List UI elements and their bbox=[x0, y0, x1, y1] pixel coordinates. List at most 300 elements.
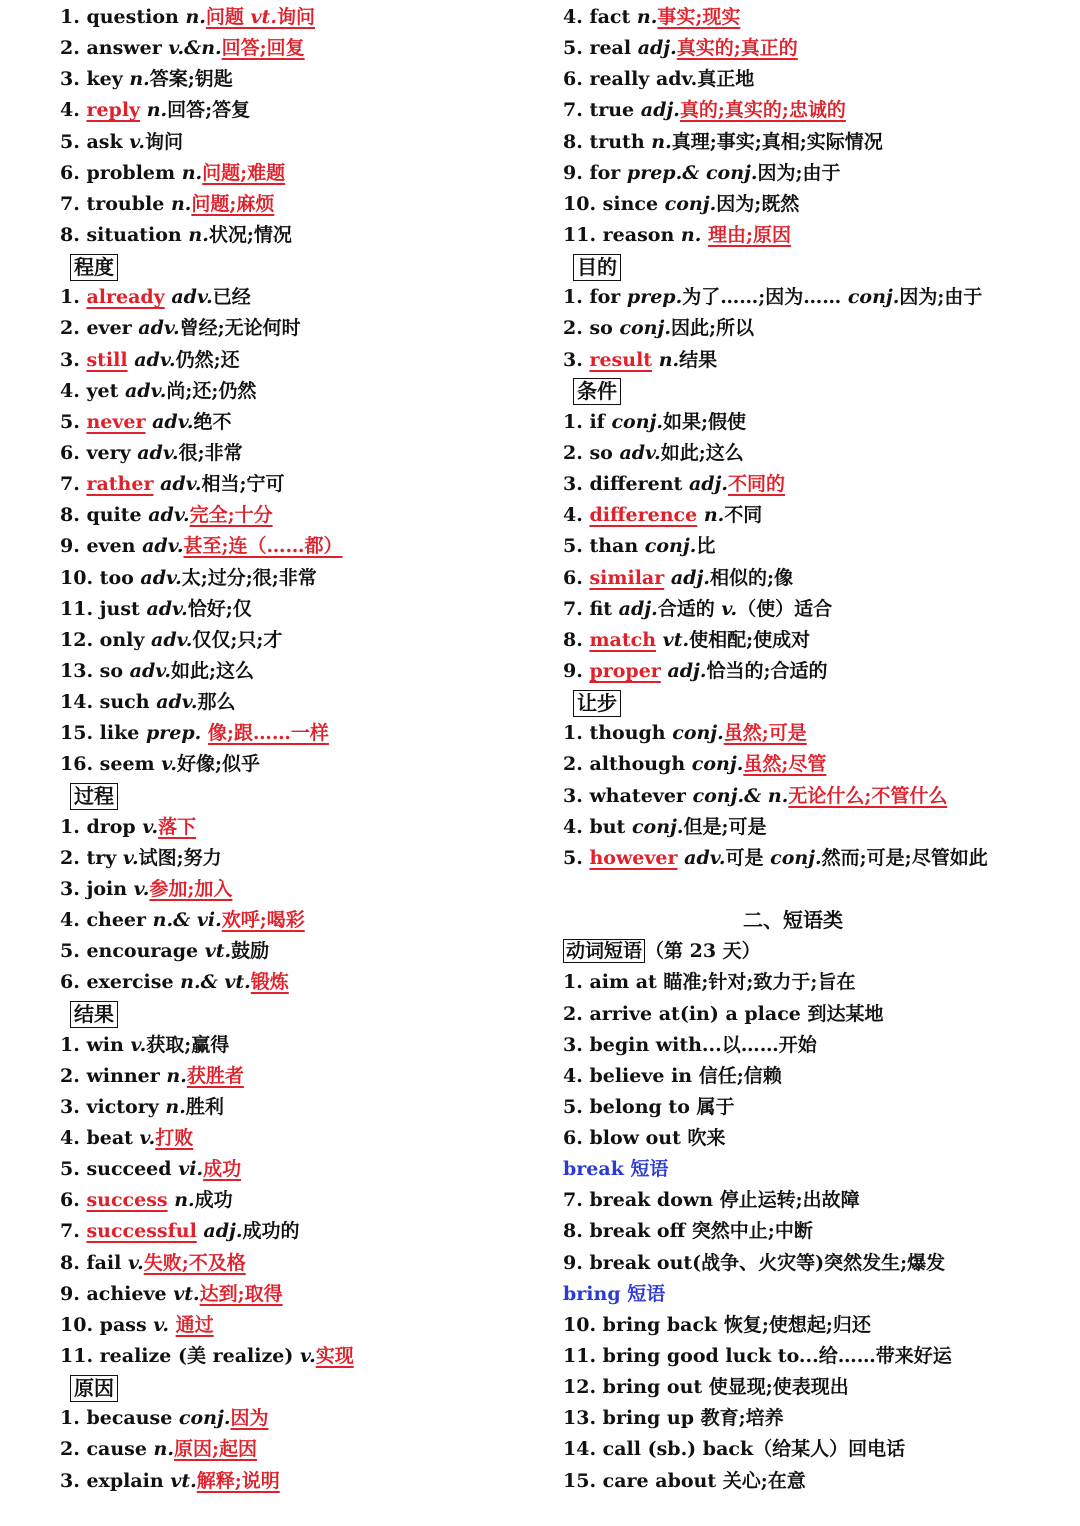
entry-text: 8. break off 突然中止;中断 bbox=[563, 1220, 813, 1243]
entry-text: v. bbox=[299, 1345, 316, 1368]
entry-text: 3. bbox=[563, 348, 590, 371]
highlighted-text: reply bbox=[86, 99, 141, 122]
vocab-entry bbox=[60, 158, 540, 189]
entry-text: v. bbox=[130, 1033, 147, 1056]
entry-text: 5. bbox=[563, 846, 590, 869]
vocab-entry bbox=[60, 64, 540, 95]
entry-text: prep.& conj. bbox=[626, 161, 758, 184]
entry-text: adv. bbox=[146, 597, 188, 620]
entry-text: 1. because bbox=[60, 1407, 179, 1430]
entry-text: 7. bbox=[60, 1220, 87, 1243]
vocab-entry bbox=[60, 594, 540, 625]
entry-text: 因为;既然 bbox=[716, 192, 800, 215]
entry-text: conj. bbox=[664, 192, 717, 215]
entry-text: adv. bbox=[152, 410, 194, 433]
vocab-entry bbox=[60, 967, 540, 998]
vocab-entry bbox=[563, 438, 1063, 469]
entry-text bbox=[664, 567, 671, 589]
entry-text: 恰当的;合适的 bbox=[706, 659, 828, 682]
category-heading: 目的 bbox=[573, 254, 621, 281]
entry-text: 4. believe in 信任;信赖 bbox=[563, 1064, 782, 1087]
entry-text: n. bbox=[658, 348, 680, 371]
entry-text: 2. try bbox=[60, 846, 123, 869]
entry-text: 7. break down 停止运转;出故障 bbox=[563, 1189, 860, 1212]
entry-text: conj. bbox=[672, 722, 724, 745]
entry-text: n. bbox=[165, 1095, 186, 1118]
entry-text: 真理;事实;真相;实际情况 bbox=[671, 130, 883, 153]
entry-text: 11. reason bbox=[563, 223, 681, 246]
entry-text: 结果 bbox=[679, 348, 718, 371]
highlighted-text: success bbox=[86, 1189, 168, 1212]
entry-text: adv. bbox=[148, 504, 190, 527]
entry-text: adv. bbox=[684, 846, 726, 869]
vocab-entry bbox=[563, 1061, 1063, 1092]
entry-text: n. bbox=[170, 192, 192, 215]
highlighted-text: 获胜者 bbox=[186, 1064, 244, 1087]
vocab-entry bbox=[60, 469, 540, 500]
entry-text: vt. bbox=[170, 1469, 197, 1492]
entry-text: 2. arrive at(in) a place 到达某地 bbox=[563, 1002, 884, 1025]
entry-text: n. bbox=[636, 6, 658, 28]
vocab-entry bbox=[563, 220, 1063, 251]
entry-text: 2. so bbox=[563, 441, 620, 464]
entry-text bbox=[652, 349, 659, 371]
entry-text: 尚;还;仍然 bbox=[166, 379, 257, 402]
highlighted-text: 不同的 bbox=[728, 473, 786, 496]
vocab-entry bbox=[60, 1030, 540, 1061]
entry-text: 3. whatever bbox=[563, 784, 693, 807]
entry-text: 相当;宁可 bbox=[201, 473, 285, 496]
highlighted-text: 问题;难题 bbox=[202, 161, 286, 184]
entry-text: v. bbox=[122, 846, 139, 869]
entry-text: 9. even bbox=[60, 535, 143, 558]
entry-text: n. bbox=[680, 223, 702, 246]
vocab-entry bbox=[60, 376, 540, 407]
entry-text: 恰好;仅 bbox=[187, 597, 252, 620]
vocab-entry bbox=[563, 843, 1063, 874]
entry-text: 3. begin with...以……开始 bbox=[563, 1033, 817, 1056]
entry-text: 4. cheer bbox=[60, 909, 153, 932]
entry-text: conj.& n. bbox=[692, 784, 789, 807]
highlighted-text: 询问 bbox=[276, 6, 315, 28]
entry-text: 已经 bbox=[212, 286, 251, 309]
entry-text: adv. bbox=[156, 691, 198, 714]
entry-text: 5. belong to 属于 bbox=[563, 1095, 735, 1118]
entry-text: 鼓励 bbox=[231, 940, 270, 963]
vocab-entry bbox=[60, 843, 540, 874]
entry-text: n. bbox=[174, 1189, 195, 1212]
vocab-entry bbox=[563, 1466, 1063, 1497]
entry-text: conj. bbox=[770, 846, 822, 869]
entry-text: 6. blow out 吹来 bbox=[563, 1127, 726, 1150]
highlighted-text: already bbox=[86, 286, 165, 309]
vocab-entry bbox=[563, 749, 1063, 780]
highlighted-text: 因为 bbox=[230, 1407, 269, 1430]
vocab-entry bbox=[60, 220, 540, 251]
vocab-entry bbox=[563, 656, 1063, 687]
category-heading: 过程 bbox=[70, 783, 118, 810]
category-heading: 条件 bbox=[573, 378, 621, 405]
entry-text: v. bbox=[161, 753, 178, 776]
entry-text: 6. bbox=[60, 1189, 87, 1212]
entry-text: n. bbox=[166, 1064, 187, 1087]
entry-text: 11. just bbox=[60, 597, 147, 620]
entry-text: 8. bbox=[563, 628, 590, 651]
highlighted-text: 真的;真实的;忠诚的 bbox=[679, 99, 846, 122]
entry-text: 绝不 bbox=[193, 410, 232, 433]
entry-text: 6. bbox=[563, 566, 590, 589]
highlighted-text: result bbox=[589, 348, 653, 371]
vocab-entry bbox=[60, 1154, 540, 1185]
entry-text: conj. bbox=[631, 815, 684, 838]
category-heading-row bbox=[60, 251, 540, 282]
entry-text: 8. situation bbox=[60, 223, 189, 246]
vocab-entry bbox=[60, 531, 540, 562]
vocab-entry bbox=[563, 1185, 1063, 1216]
entry-text: 仅仅;只;才 bbox=[192, 628, 283, 651]
entry-text: 状况;情况 bbox=[208, 223, 292, 246]
highlighted-text: still bbox=[86, 348, 128, 371]
entry-text: 2. ever bbox=[60, 317, 139, 340]
vocab-entry bbox=[563, 189, 1063, 220]
entry-text: 4. beat bbox=[60, 1127, 140, 1150]
highlighted-text: 实现 bbox=[315, 1345, 354, 1368]
entry-text: 11. bring good luck to...给……带来好运 bbox=[563, 1345, 952, 1368]
entry-text: v. bbox=[127, 1251, 144, 1274]
entry-text: 6. really adv.真正地 bbox=[563, 68, 755, 91]
entry-text bbox=[140, 99, 147, 121]
entry-text: 3. different bbox=[563, 473, 689, 496]
vocab-entry bbox=[60, 1466, 540, 1497]
entry-text bbox=[697, 504, 704, 526]
entry-text: n. bbox=[153, 1438, 174, 1461]
entry-text: adv. bbox=[140, 566, 182, 589]
entry-text: 因此;所以 bbox=[670, 317, 754, 340]
entry-text: n. bbox=[129, 68, 150, 91]
entry-text: adv. bbox=[171, 286, 213, 309]
highlighted-text: 理由;原因 bbox=[707, 223, 791, 246]
entry-text: conj. bbox=[178, 1407, 231, 1430]
entry-text: 11. realize (美 realize) bbox=[60, 1345, 300, 1368]
entry-text: conj. bbox=[619, 317, 671, 340]
entry-text: 1. win bbox=[60, 1033, 131, 1056]
highlighted-text: 虽然;尽管 bbox=[743, 753, 827, 776]
entry-text: 5. ask bbox=[60, 130, 130, 153]
entry-text: 15. care about 关心;在意 bbox=[563, 1469, 806, 1492]
entry-text: 那么 bbox=[197, 691, 236, 714]
entry-text: 6. exercise bbox=[60, 971, 181, 994]
vocab-entry bbox=[563, 158, 1063, 189]
vocab-entry bbox=[60, 625, 540, 656]
entry-text: v. bbox=[721, 597, 738, 620]
vocab-entry bbox=[563, 1216, 1063, 1247]
highlighted-text: match bbox=[589, 628, 657, 651]
entry-text: 获取;赢得 bbox=[146, 1033, 230, 1056]
entry-text: n.& vi. bbox=[152, 909, 222, 932]
entry-text: adv. bbox=[142, 535, 184, 558]
entry-text: n. bbox=[703, 504, 725, 527]
entry-text: n. bbox=[188, 223, 209, 246]
entry-text: prep. bbox=[145, 722, 202, 745]
spacer bbox=[563, 874, 1063, 905]
vocab-entry bbox=[563, 127, 1063, 158]
vocab-entry bbox=[563, 781, 1063, 812]
vocab-entry bbox=[60, 1092, 540, 1123]
category-heading-row bbox=[60, 999, 540, 1030]
entry-text: 如果;假使 bbox=[663, 410, 747, 433]
entry-text: 胜利 bbox=[185, 1095, 224, 1118]
vocab-entry bbox=[60, 407, 540, 438]
entry-text: v. bbox=[139, 1127, 156, 1150]
vocab-entry bbox=[563, 1372, 1063, 1403]
vocab-entry bbox=[563, 500, 1063, 531]
left-column bbox=[60, 2, 540, 1497]
entry-text: 3. key bbox=[60, 68, 130, 91]
entry-text: v. bbox=[129, 130, 145, 153]
entry-text: 2. so bbox=[563, 317, 620, 340]
vocab-entry bbox=[60, 1248, 540, 1279]
entry-text: 4. bbox=[563, 504, 590, 527]
vocab-entry bbox=[563, 812, 1063, 843]
entry-text: 12. only bbox=[60, 628, 152, 651]
entry-text: 不同 bbox=[724, 504, 763, 527]
entry-text: 16. seem bbox=[60, 753, 162, 776]
entry-text: n. bbox=[181, 161, 203, 184]
highlighted-text: 落下 bbox=[158, 815, 197, 838]
entry-text: 9. for bbox=[563, 161, 627, 184]
entry-text: v. bbox=[142, 815, 159, 838]
vocab-entry bbox=[563, 1092, 1063, 1123]
vocab-entry bbox=[563, 1030, 1063, 1061]
entry-text bbox=[201, 722, 208, 744]
highlighted-text: 成功 bbox=[203, 1158, 242, 1181]
entry-text: 2. cause bbox=[60, 1438, 154, 1461]
entry-text: 1. for bbox=[563, 286, 627, 309]
entry-text: conj. bbox=[611, 410, 664, 433]
entry-text: 6. very bbox=[60, 441, 138, 464]
entry-text: adj. bbox=[670, 566, 710, 589]
entry-text bbox=[656, 629, 663, 651]
vocab-entry bbox=[563, 313, 1063, 344]
entry-text: adj. bbox=[667, 659, 707, 682]
entry-text: 好像;似乎 bbox=[177, 753, 261, 776]
entry-text bbox=[169, 1314, 176, 1336]
entry-text: 因为;由于 bbox=[757, 161, 841, 184]
entry-text: 很;非常 bbox=[178, 441, 243, 464]
highlighted-text: 打败 bbox=[155, 1127, 194, 1150]
vocab-entry bbox=[60, 500, 540, 531]
entry-text: 5. encourage bbox=[60, 940, 205, 963]
category-heading: 原因 bbox=[70, 1375, 118, 1402]
entry-text: 1. question bbox=[60, 6, 186, 28]
vocab-entry bbox=[563, 999, 1063, 1030]
entry-text: 13. bring up 教育;培养 bbox=[563, 1407, 784, 1430]
entry-text: 如此;这么 bbox=[171, 659, 255, 682]
vocab-entry bbox=[60, 1061, 540, 1092]
entry-text: adv. bbox=[129, 659, 171, 682]
entry-text: 1. drop bbox=[60, 815, 143, 838]
highlighted-text: 甚至;连（……都） bbox=[183, 535, 343, 558]
entry-text: 5. succeed bbox=[60, 1158, 179, 1181]
entry-text: 1. bbox=[60, 286, 87, 309]
right-column bbox=[563, 2, 1063, 1497]
category-heading-row bbox=[60, 1372, 540, 1403]
entry-text: 7. trouble bbox=[60, 192, 171, 215]
vocab-entry bbox=[60, 189, 540, 220]
highlighted-text: never bbox=[86, 410, 146, 433]
vocab-entry bbox=[60, 718, 540, 749]
highlighted-text: however bbox=[589, 846, 678, 869]
vocab-entry bbox=[60, 1123, 540, 1154]
vocab-entry bbox=[563, 407, 1063, 438]
vocab-entry bbox=[60, 33, 540, 64]
entry-text: 试图;努力 bbox=[138, 846, 222, 869]
entry-text: 曾经;无论何时 bbox=[179, 317, 301, 340]
entry-text: 使相配;使成对 bbox=[689, 628, 811, 651]
entry-text: adj. bbox=[640, 99, 680, 122]
entry-text: 15. like bbox=[60, 722, 146, 745]
entry-text: prep. bbox=[626, 286, 683, 309]
entry-text: 询问 bbox=[145, 130, 184, 153]
category-heading-row bbox=[563, 251, 1063, 282]
vocab-entry bbox=[60, 1185, 540, 1216]
day-label: （第 23 天） bbox=[645, 940, 761, 963]
entry-text: 5. bbox=[60, 410, 87, 433]
entry-text: vt. bbox=[662, 628, 690, 651]
vocab-entry bbox=[563, 1248, 1063, 1279]
entry-text: v. bbox=[133, 877, 150, 900]
category-heading-row bbox=[563, 376, 1063, 407]
vocab-entry bbox=[60, 438, 540, 469]
vocab-entry bbox=[563, 1310, 1063, 1341]
vocab-entry bbox=[563, 1403, 1063, 1434]
entry-text: 1. if bbox=[563, 410, 612, 433]
entry-text: 10. pass bbox=[60, 1313, 154, 1336]
entry-text: 比 bbox=[696, 535, 716, 558]
entry-text: 3. bbox=[60, 348, 87, 371]
vocab-entry bbox=[60, 749, 540, 780]
highlighted-text: 像;跟……一样 bbox=[207, 722, 329, 745]
entry-text: 14. call (sb.) back（给某人）回电话 bbox=[563, 1438, 906, 1461]
highlighted-text: 通过 bbox=[175, 1313, 214, 1336]
vocab-entry bbox=[563, 282, 1063, 313]
entry-text: 7. bbox=[60, 473, 87, 496]
entry-text: 12. bring out 使显现;使表现出 bbox=[563, 1376, 849, 1399]
entry-text: 2. answer bbox=[60, 37, 169, 60]
vocab-entry bbox=[563, 1434, 1063, 1465]
entry-text: conj. bbox=[691, 753, 744, 776]
entry-text: conj. bbox=[644, 535, 697, 558]
highlighted-text: 失败;不及格 bbox=[143, 1251, 246, 1274]
highlighted-text: 虽然;可是 bbox=[723, 722, 807, 745]
entry-text: 1. aim at 瞄准;针对;致力于;旨在 bbox=[563, 971, 856, 994]
entry-text bbox=[701, 224, 708, 246]
entry-text: n.& vt. bbox=[180, 971, 251, 994]
entry-text: 8. quite bbox=[60, 504, 149, 527]
highlighted-text: 完全;十分 bbox=[189, 504, 273, 527]
highlighted-text: rather bbox=[86, 473, 154, 496]
entry-text: adj. bbox=[688, 473, 729, 496]
entry-text: 8. truth bbox=[563, 130, 652, 153]
entry-text: vt. bbox=[173, 1282, 200, 1305]
vocab-entry bbox=[60, 874, 540, 905]
vocab-entry bbox=[60, 687, 540, 718]
phrase-subheading: bring 短语 bbox=[563, 1282, 666, 1305]
entry-text: 可是 bbox=[725, 846, 771, 869]
vocab-entry bbox=[563, 33, 1063, 64]
entry-text: 14. such bbox=[60, 691, 157, 714]
highlighted-text: 原因;起因 bbox=[173, 1438, 257, 1461]
vocab-entry bbox=[563, 594, 1063, 625]
vocab-entry bbox=[563, 531, 1063, 562]
entry-text: adv. bbox=[619, 441, 661, 464]
entry-text: adv. bbox=[160, 473, 202, 496]
vocab-entry bbox=[60, 2, 540, 33]
entry-text: 6. problem bbox=[60, 161, 182, 184]
vocab-entry bbox=[563, 469, 1063, 500]
category-heading: 结果 bbox=[70, 1001, 118, 1028]
entry-text: n. bbox=[185, 6, 206, 28]
entry-text: 答案;钥匙 bbox=[149, 68, 233, 91]
entry-text: 5. than bbox=[563, 535, 645, 558]
highlighted-text: 真实的;真正的 bbox=[676, 37, 798, 60]
entry-text: 1. though bbox=[563, 722, 673, 745]
highlighted-text: 解释;说明 bbox=[196, 1469, 280, 1492]
vocab-entry bbox=[60, 282, 540, 313]
entry-text: 7. fit bbox=[563, 597, 619, 620]
entry-text: 7. true bbox=[563, 99, 641, 122]
highlighted-text: 达到;取得 bbox=[199, 1282, 283, 1305]
vocab-entry bbox=[563, 625, 1063, 656]
entry-text: 13. so bbox=[60, 659, 130, 682]
vocab-entry bbox=[563, 718, 1063, 749]
highlighted-text: 参加;加入 bbox=[149, 877, 233, 900]
vocab-entry bbox=[60, 1216, 540, 1247]
entry-text: 3. victory bbox=[60, 1095, 166, 1118]
highlighted-text: difference bbox=[589, 504, 698, 527]
vocab-entry bbox=[60, 936, 540, 967]
entry-text: 但是;可是 bbox=[683, 815, 767, 838]
entry-text: 8. fail bbox=[60, 1251, 128, 1274]
entry-text: 为了……;因为…… bbox=[682, 286, 848, 309]
highlighted-text: successful bbox=[86, 1220, 197, 1243]
entry-text: vi. bbox=[178, 1158, 204, 1181]
highlighted-text: 问题 bbox=[205, 6, 251, 28]
entry-text: 5. real bbox=[563, 37, 638, 60]
entry-text: 4. but bbox=[563, 815, 632, 838]
vocab-entry bbox=[60, 345, 540, 376]
entry-text: 然而;可是;尽管如此 bbox=[821, 846, 988, 869]
entry-text: v. bbox=[153, 1313, 170, 1336]
phrase-subheading: break 短语 bbox=[563, 1158, 669, 1181]
entry-text: n. bbox=[146, 99, 168, 122]
vocab-entry bbox=[563, 967, 1063, 998]
entry-text: 3. explain bbox=[60, 1469, 171, 1492]
vocab-entry bbox=[563, 1123, 1063, 1154]
entry-text: adj. bbox=[618, 597, 658, 620]
vocab-entry bbox=[563, 345, 1063, 376]
entry-text: 9. break out(战争、火灾等)突然发生;爆发 bbox=[563, 1251, 946, 1274]
entry-text: 因为;由于 bbox=[899, 286, 983, 309]
entry-text: 10. too bbox=[60, 566, 141, 589]
entry-text: 4. yet bbox=[60, 379, 125, 402]
entry-text: 成功 bbox=[194, 1189, 233, 1212]
entry-text: adv. bbox=[134, 348, 176, 371]
category-heading: 程度 bbox=[70, 254, 118, 281]
vocab-entry bbox=[60, 563, 540, 594]
entry-text: 仍然;还 bbox=[175, 348, 240, 371]
vocab-entry bbox=[60, 905, 540, 936]
